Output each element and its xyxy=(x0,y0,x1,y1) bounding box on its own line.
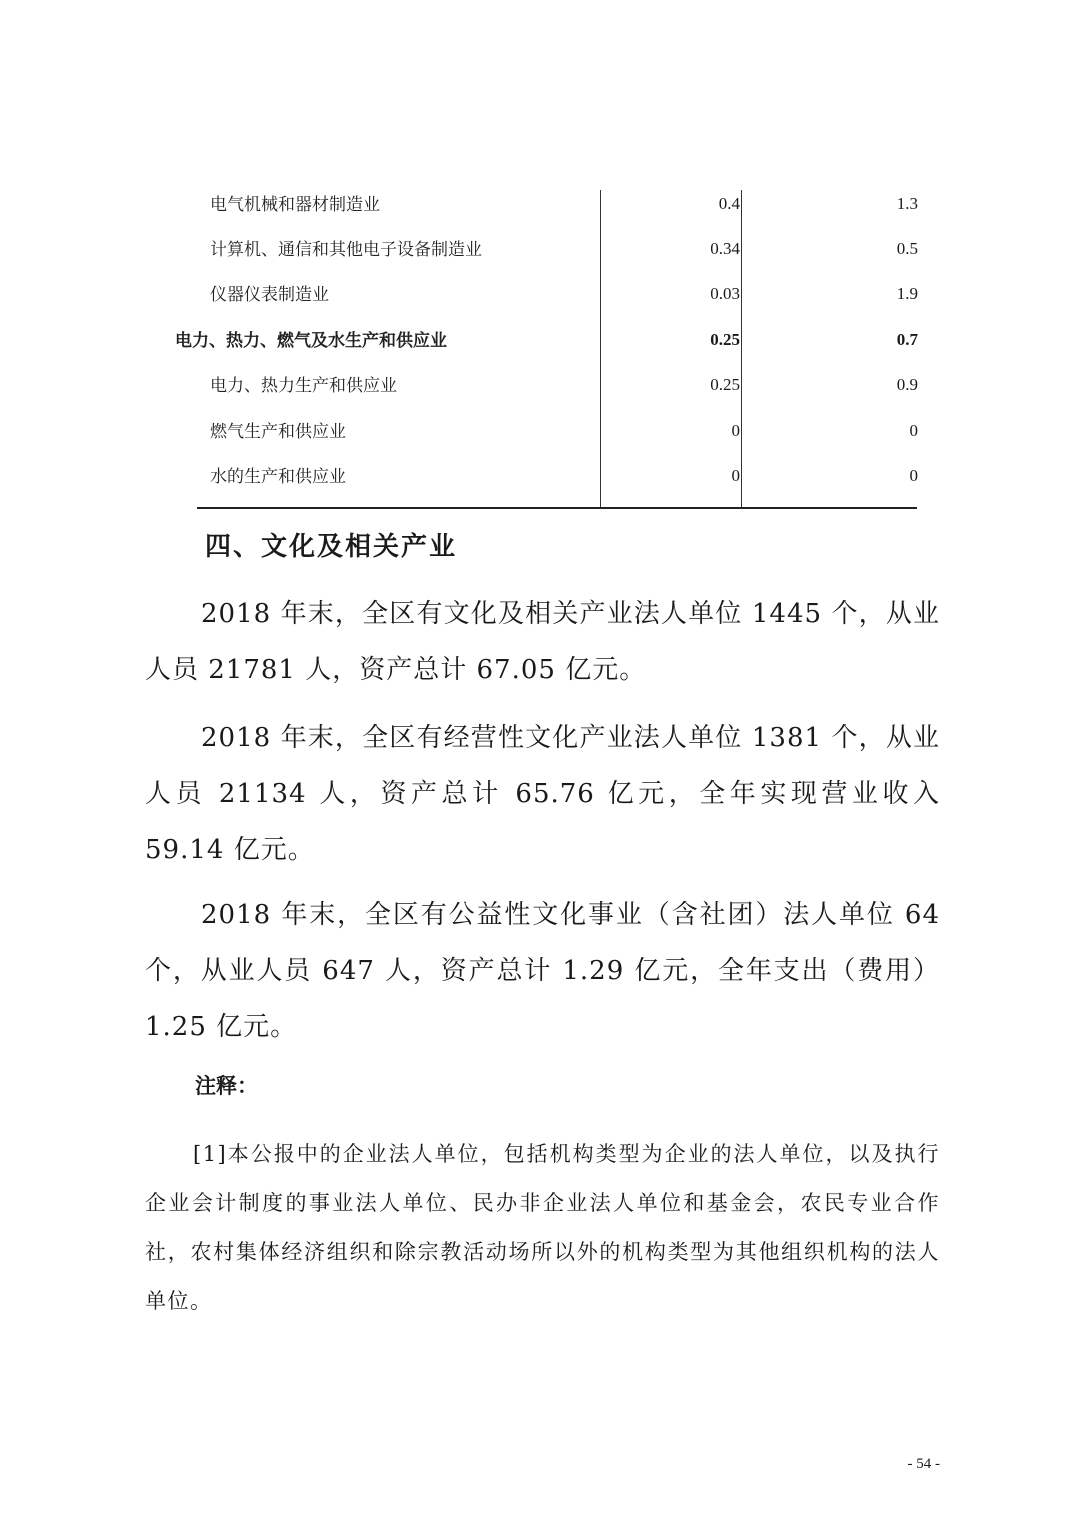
row-value-2: 0.9 xyxy=(896,375,918,394)
table-row xyxy=(0,280,1074,310)
table-row xyxy=(0,235,1074,265)
section-title: 四、文化及相关产业 xyxy=(205,532,458,562)
table-row xyxy=(0,371,1074,401)
row-value-1: 0 xyxy=(731,421,740,440)
row-value-1: 0.4 xyxy=(718,194,740,213)
row-label: 燃气生产和供应业 xyxy=(210,422,346,442)
row-label: 水的生产和供应业 xyxy=(210,467,346,487)
row-value-1: 0.25 xyxy=(710,330,740,349)
row-value-2: 0.5 xyxy=(896,239,918,258)
row-value-2: 0 xyxy=(909,466,918,485)
row-label: 电力、热力生产和供应业 xyxy=(210,376,397,396)
row-label: 仪器仪表制造业 xyxy=(210,285,329,305)
row-value-2: 1.3 xyxy=(896,194,918,213)
row-label: 电气机械和器材制造业 xyxy=(210,195,380,215)
row-label: 计算机、通信和其他电子设备制造业 xyxy=(210,240,482,260)
row-label: 电力、热力、燃气及水生产和供应业 xyxy=(175,331,447,351)
row-value-2: 1.9 xyxy=(896,284,918,303)
notes-body: [1]本公报中的企业法人单位，包括机构类型为企业的法人单位，以及执行企业会计制度的事业法人单位、民办非企业法人单位和基金会，农民专业合作社，农村集体经济组织和除宗教活动场所以外的机构类型为其他组织机构的法人单位。 xyxy=(145,1142,940,1313)
row-value-1: 0.03 xyxy=(710,284,740,303)
table-row xyxy=(0,462,1074,492)
row-value-2: 0.7 xyxy=(896,330,918,349)
paragraph: 2018 年末，全区有公益性文化事业（含社团）法人单位 64 个，从业人员 647 人，资产总计 1.29 亿元，全年支出（费用）1.25 亿元。 xyxy=(145,900,940,1042)
row-value-1: 0 xyxy=(731,466,740,485)
data-table xyxy=(0,0,1074,520)
row-value-1: 0.25 xyxy=(710,375,740,394)
paragraph: 2018 年末，全区有文化及相关产业法人单位 1445 个，从业人员 21781 人，资产总计 67.05 亿元。 xyxy=(145,599,940,685)
table-row xyxy=(0,190,1074,220)
paragraph: 2018 年末，全区有经营性文化产业法人单位 1381 个，从业人员 21134 人，资产总计 65.76 亿元，全年实现营业收入 59.14 亿元。 xyxy=(145,723,940,865)
page-number: - 54 - xyxy=(907,1456,940,1472)
row-value-2: 0 xyxy=(909,421,918,440)
table-bottom-rule xyxy=(197,507,917,509)
row-value-1: 0.34 xyxy=(710,239,740,258)
table-row xyxy=(0,417,1074,447)
table-row-category xyxy=(0,326,1074,356)
column-divider xyxy=(600,190,601,508)
column-divider xyxy=(741,190,742,508)
notes-heading: 注释： xyxy=(195,1074,258,1098)
